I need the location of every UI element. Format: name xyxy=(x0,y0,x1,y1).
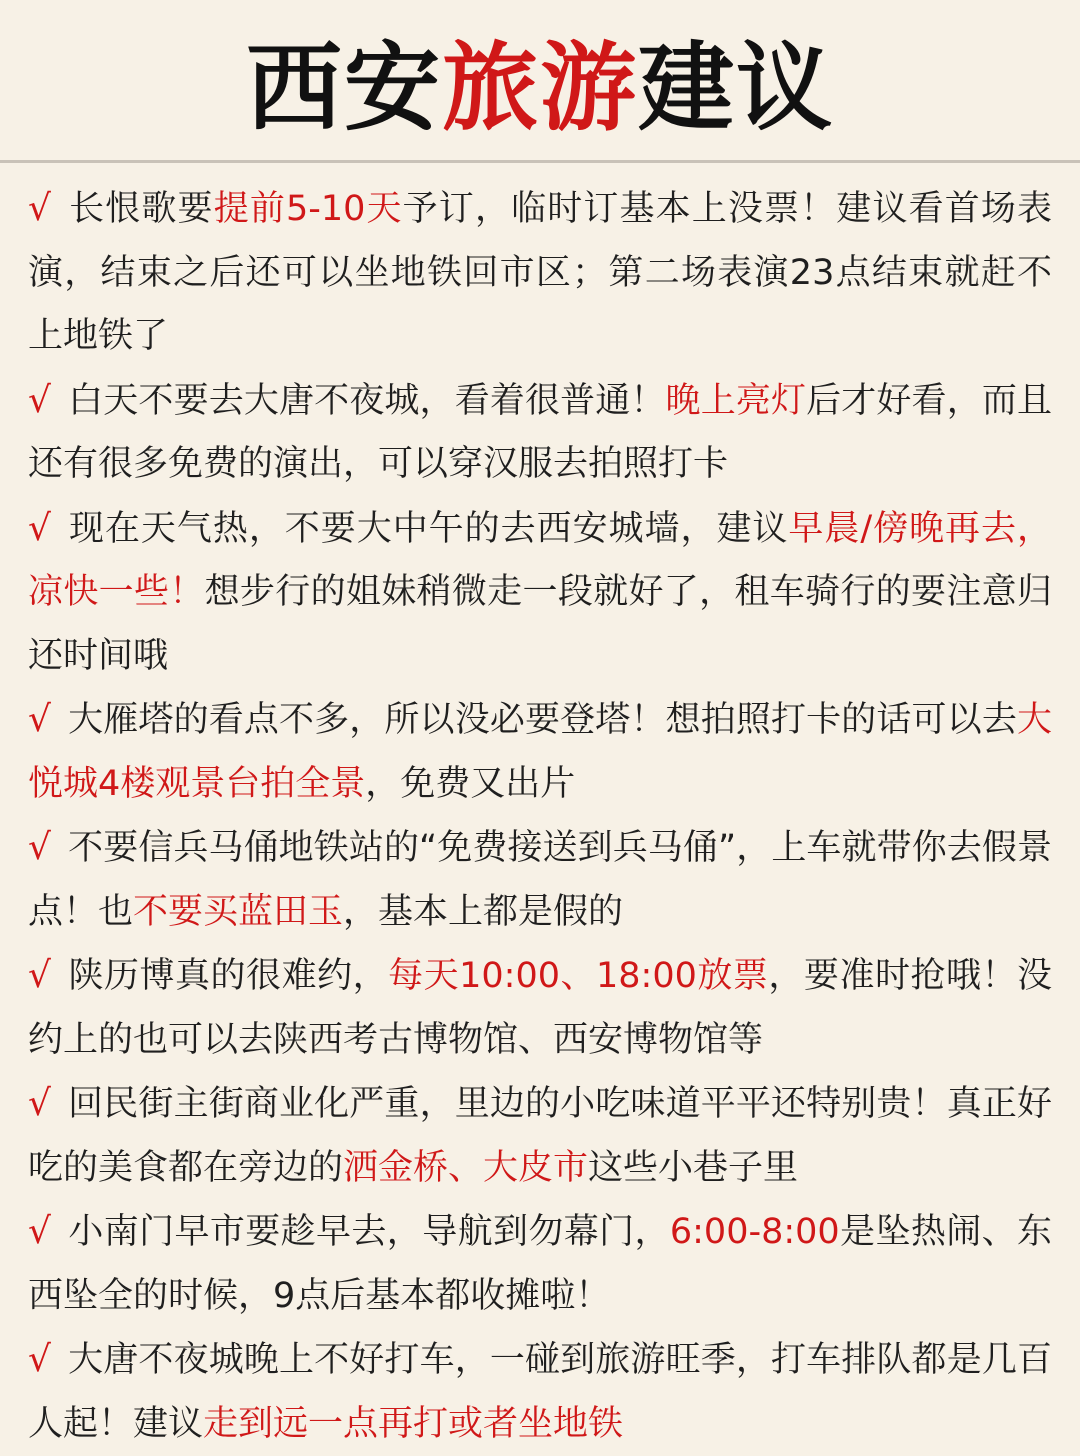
tip-highlight-text: 提前5-10天 xyxy=(213,189,403,229)
title-part-3: 建议 xyxy=(638,31,834,144)
tip-highlight-text: 洒金桥、大皮市 xyxy=(343,1147,589,1188)
tip-text: 长恨歌要 xyxy=(68,189,214,229)
tip-text: 是坠热闹、东西坠全的时候，9点后基本都收摊啦！ xyxy=(28,1212,1052,1316)
check-mark-icon: √ xyxy=(28,379,51,421)
tip-text: 小南门早市要趁早去，导航到勿幕门， xyxy=(68,1212,670,1252)
tip-item xyxy=(28,1200,1052,1328)
tip-highlight-text: 晚上亮灯 xyxy=(665,380,807,421)
check-mark-icon: √ xyxy=(28,955,51,996)
tip-highlight-text: 每天10:00、18:00放票 xyxy=(388,956,769,996)
tip-text: 后才好看，而且还有很多免费的演出，可以穿汉服去拍照打卡 xyxy=(28,380,1052,484)
tip-text: 陕历博真的很难约， xyxy=(68,956,389,996)
check-mark-icon: √ xyxy=(28,188,51,229)
tip-text: ，免费又出片 xyxy=(365,763,576,804)
tip-text: 予订，临时订基本上没票！建议看首场表演，结束之后还可以坐地铁回市区；第二场表演23点结束就赶不上地铁了 xyxy=(28,189,1052,356)
check-mark-icon: √ xyxy=(28,827,51,868)
tip-item xyxy=(28,944,1052,1072)
tip-text: 大雁塔的看点不多，所以没必要登塔！想拍照打卡的话可以去 xyxy=(68,700,1017,740)
tip-highlight-text: 走到远一点再打或者坐地铁 xyxy=(203,1403,624,1444)
check-mark-icon: √ xyxy=(28,699,51,740)
tip-text: 想步行的姐妹稍微走一段就好了，租车骑行的要注意归还时间哦 xyxy=(28,572,1052,676)
title-part-1: 西安 xyxy=(246,31,442,144)
check-mark-icon: √ xyxy=(28,1211,51,1252)
tip-text: 白天不要去大唐不夜城，看着很普通！ xyxy=(68,380,666,421)
tip-highlight-text: 大悦城4楼观景台拍全景 xyxy=(28,700,1052,804)
page-title xyxy=(0,0,1080,160)
tip-item xyxy=(28,497,1052,689)
tip-text: ，要准时抢哦！没约上的也可以去陕西考古博物馆、西安博物馆等 xyxy=(28,956,1052,1060)
tip-item xyxy=(28,177,1052,369)
tip-text: ，基本上都是假的 xyxy=(343,891,624,932)
tip-item xyxy=(28,688,1052,816)
tip-text: 现在天气热，不要大中午的去西安城墙，建议 xyxy=(68,508,789,549)
tip-text: 这些小巷子里 xyxy=(588,1147,799,1188)
tip-text: 大唐不夜城晚上不好打车，一碰到旅游旺季，打车排队都是几百人起！建议 xyxy=(28,1340,1052,1444)
check-mark-icon: √ xyxy=(28,507,51,549)
tip-highlight-text: 早晨/傍晚再去，凉快一些！ xyxy=(28,508,1052,612)
tip-item xyxy=(28,816,1052,944)
tip-highlight-text: 6:00-8:00 xyxy=(669,1212,840,1252)
check-mark-icon: √ xyxy=(28,1339,51,1380)
tip-highlight-text: 不要买蓝田玉 xyxy=(133,891,344,932)
title-part-2-highlight: 旅游 xyxy=(442,31,638,144)
check-mark-icon: √ xyxy=(28,1083,51,1124)
tips-list xyxy=(0,163,1080,1456)
tip-item xyxy=(28,369,1052,497)
tip-text: 回民街主街商业化严重，里边的小吃味道平平还特别贵！真正好吃的美食都在旁边的 xyxy=(28,1084,1052,1188)
tip-text: 不要信兵马俑地铁站的“免费接送到兵马俑”，上车就带你去假景点！也 xyxy=(28,828,1052,932)
tip-item xyxy=(28,1072,1052,1200)
tip-item xyxy=(28,1328,1052,1456)
